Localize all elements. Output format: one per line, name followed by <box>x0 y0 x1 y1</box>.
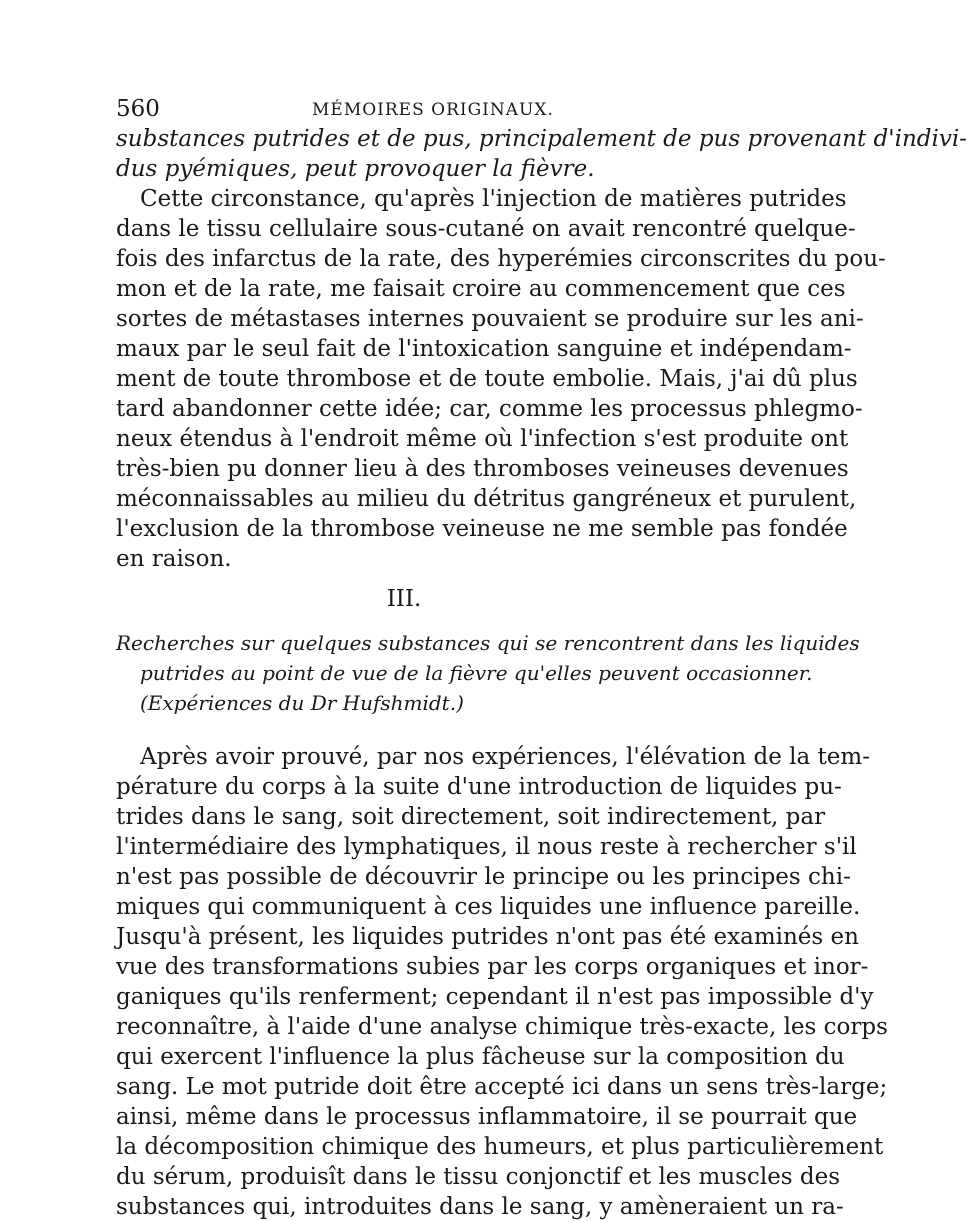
paragraph-line: très-bien pu donner lieu à des thromboses veineuses devenues <box>116 456 849 482</box>
paragraph-line: ainsi, même dans le processus inflammatoire, il se pourrait que <box>116 1104 858 1130</box>
page-number: 560 <box>116 96 160 122</box>
section-title-line: (Expériences du Dr Hufshmidt.) <box>140 691 464 715</box>
paragraph-line: sang. Le mot putride doit être accepté ici dans un sens très-large; <box>116 1074 888 1100</box>
paragraph-line: trides dans le sang, soit directement, soit indirectement, par <box>116 804 826 830</box>
paragraph-line: en raison. <box>116 546 232 572</box>
paragraph-line: reconnaître, à l'aide d'une analyse chimique très-exacte, les corps <box>116 1014 888 1040</box>
paragraph-line: fois des infarctus de la rate, des hyperémies circonscrites du pou- <box>116 246 886 272</box>
paragraph-line: maux par le seul fait de l'intoxication sanguine et indépendam- <box>116 336 852 362</box>
paragraph-line: méconnaissables au milieu du détritus gangréneux et purulent, <box>116 486 857 512</box>
intro-line: substances putrides et de pus, principalement de pus provenant d'indivi- <box>116 126 967 152</box>
section-numeral: III. <box>386 586 422 612</box>
paragraph-line: sortes de métastases internes pouvaient se produire sur les ani- <box>116 306 864 332</box>
paragraph-line: tard abandonner cette idée; car, comme les processus phlegmo- <box>116 396 863 422</box>
paragraph-line: Après avoir prouvé, par nos expériences, l'élévation de la tem- <box>140 744 870 770</box>
page-header <box>116 96 696 126</box>
paragraph-line: du sérum, produisît dans le tissu conjonctif et les muscles des <box>116 1164 841 1190</box>
paragraph-line: miques qui communiquent à ces liquides une influence pareille. <box>116 894 861 920</box>
paragraph-line: substances qui, introduites dans le sang, y amèneraient un ra- <box>116 1194 844 1220</box>
section-title-line: Recherches sur quelques substances qui se rencontrent dans les liquides <box>116 631 860 655</box>
paragraph-line: ment de toute thrombose et de toute embolie. Mais, j'ai dû plus <box>116 366 858 392</box>
paragraph-line: Jusqu'à présent, les liquides putrides n'ont pas été examinés en <box>116 924 859 950</box>
paragraph-line: n'est pas possible de découvrir le principe ou les principes chi- <box>116 864 851 890</box>
paragraph-line: l'intermédiaire des lymphatiques, il nous reste à rechercher s'il <box>116 834 857 860</box>
paragraph-line: ganiques qu'ils renferment; cependant il n'est pas impossible d'y <box>116 984 874 1010</box>
paragraph-line: vue des transformations subies par les corps organiques et inor- <box>116 954 869 980</box>
paragraph-line: qui exercent l'influence la plus fâcheuse sur la composition du <box>116 1044 845 1070</box>
section-title-line: putrides au point de vue de la fièvre qu'elles peuvent occasionner. <box>140 661 813 685</box>
paragraph-line: Cette circonstance, qu'après l'injection de matières putrides <box>140 186 847 212</box>
paragraph-line: neux étendus à l'endroit même où l'infection s'est produite ont <box>116 426 849 452</box>
paragraph-line: l'exclusion de la thrombose veineuse ne me semble pas fondée <box>116 516 848 542</box>
paragraph-line: la décomposition chimique des humeurs, et plus particulièrement <box>116 1134 884 1160</box>
paragraph-line: pérature du corps à la suite d'une introduction de liquides pu- <box>116 774 842 800</box>
intro-line: dus pyémiques, peut provoquer la fièvre. <box>116 156 595 182</box>
paragraph-line: mon et de la rate, me faisait croire au commencement que ces <box>116 276 846 302</box>
running-head: MÉMOIRES ORIGINAUX. <box>312 100 554 120</box>
paragraph-line: dans le tissu cellulaire sous-cutané on avait rencontré quelque- <box>116 216 856 242</box>
